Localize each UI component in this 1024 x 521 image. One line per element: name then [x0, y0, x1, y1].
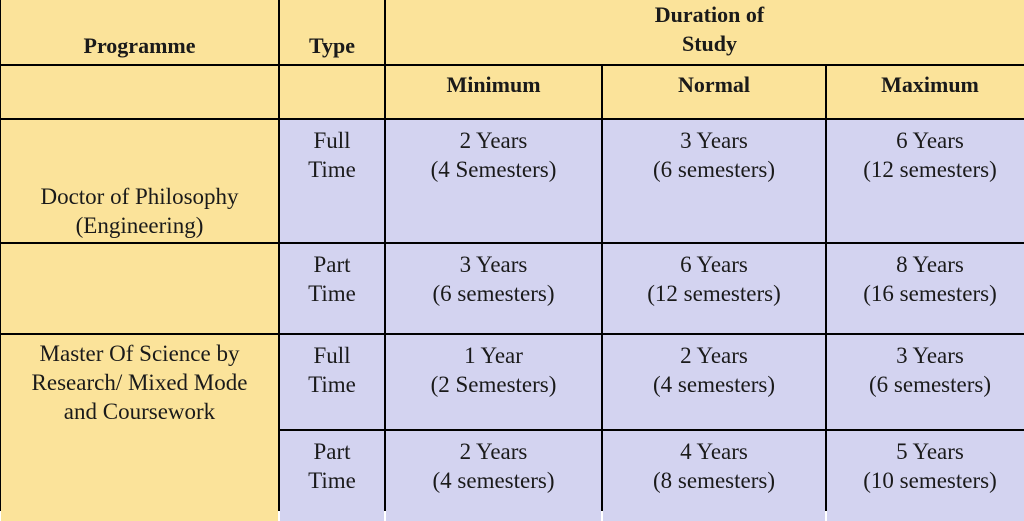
programme-msc-line3: and Coursework [63, 399, 216, 424]
duration-years: 2 Years [459, 128, 528, 153]
duration-semesters: (6 semesters) [432, 281, 555, 306]
header-minimum-label: Minimum [446, 72, 541, 97]
header-programme-label: Programme [83, 33, 196, 58]
header-duration-line1: Duration of [654, 2, 765, 27]
header-type-label: Type [308, 33, 356, 58]
duration-semesters: (2 Semesters) [430, 372, 557, 397]
duration-semesters: (6 semesters) [653, 157, 775, 182]
header-type [280, 0, 384, 64]
table-row-2-normal [603, 244, 825, 333]
programme-msc-line1: Master Of Science by [39, 341, 240, 366]
type-text: Part [313, 439, 351, 464]
programme-phd-continued [1, 244, 278, 333]
table-row-4-type [280, 431, 384, 521]
duration-years: 5 Years [896, 439, 964, 464]
duration-semesters: (4 Semesters) [430, 157, 557, 182]
duration-years: 3 Years [459, 252, 528, 277]
duration-years: 8 Years [896, 252, 964, 277]
duration-years: 2 Years [459, 439, 528, 464]
programme-phd-line1: Doctor of Philosophy [40, 184, 239, 209]
programme-phd-line2: (Engineering) [75, 213, 204, 238]
header-normal [603, 66, 825, 118]
header-normal-label: Normal [677, 72, 751, 97]
type-text: Full [313, 128, 351, 153]
duration-years: 1 Year [464, 343, 523, 368]
table-row-1-minimum [386, 120, 601, 242]
duration-years: 4 Years [680, 439, 748, 464]
type-text: Time [308, 372, 356, 397]
duration-years: 3 Years [680, 128, 748, 153]
header-type-blank [280, 66, 384, 118]
table-row-3-maximum [827, 335, 1024, 429]
type-text: Time [308, 281, 356, 306]
programme-phd [1, 120, 278, 242]
duration-years: 2 Years [680, 343, 748, 368]
duration-years: 3 Years [896, 343, 964, 368]
duration-semesters: (6 semesters) [869, 372, 991, 397]
duration-semesters: (10 semesters) [863, 468, 997, 493]
programme-msc-line2: Research/ Mixed Mode [31, 370, 248, 395]
table-row-3-type [280, 335, 384, 429]
duration-semesters: (4 semesters) [432, 468, 555, 493]
type-text: Part [313, 252, 351, 277]
header-maximum-label: Maximum [881, 72, 979, 97]
table-row-3-normal [603, 335, 825, 429]
header-maximum [827, 66, 1024, 118]
duration-semesters: (12 semesters) [863, 157, 997, 182]
header-duration [386, 0, 1024, 64]
duration-semesters: (4 semesters) [653, 372, 775, 397]
table-row-2-maximum [827, 244, 1024, 333]
header-programme-blank [1, 66, 278, 118]
table-row-1-maximum [827, 120, 1024, 242]
duration-years: 6 Years [896, 128, 964, 153]
duration-semesters: (8 semesters) [653, 468, 775, 493]
duration-years: 6 Years [680, 252, 748, 277]
table-row-4-minimum [386, 431, 601, 521]
header-programme [1, 0, 278, 64]
table-row-3-minimum [386, 335, 601, 429]
type-text: Full [313, 343, 351, 368]
table-row-1-type [280, 120, 384, 242]
table-row-2-minimum [386, 244, 601, 333]
header-minimum [386, 66, 601, 118]
table-row-1-normal [603, 120, 825, 242]
header-duration-line2: Study [681, 31, 738, 56]
programme-msc [1, 335, 278, 521]
table-row-2-type [280, 244, 384, 333]
duration-semesters: (12 semesters) [647, 281, 781, 306]
table-row-4-maximum [827, 431, 1024, 521]
type-text: Time [308, 468, 356, 493]
type-text: Time [308, 157, 356, 182]
duration-semesters: (16 semesters) [863, 281, 997, 306]
table-row-4-normal [603, 431, 825, 521]
